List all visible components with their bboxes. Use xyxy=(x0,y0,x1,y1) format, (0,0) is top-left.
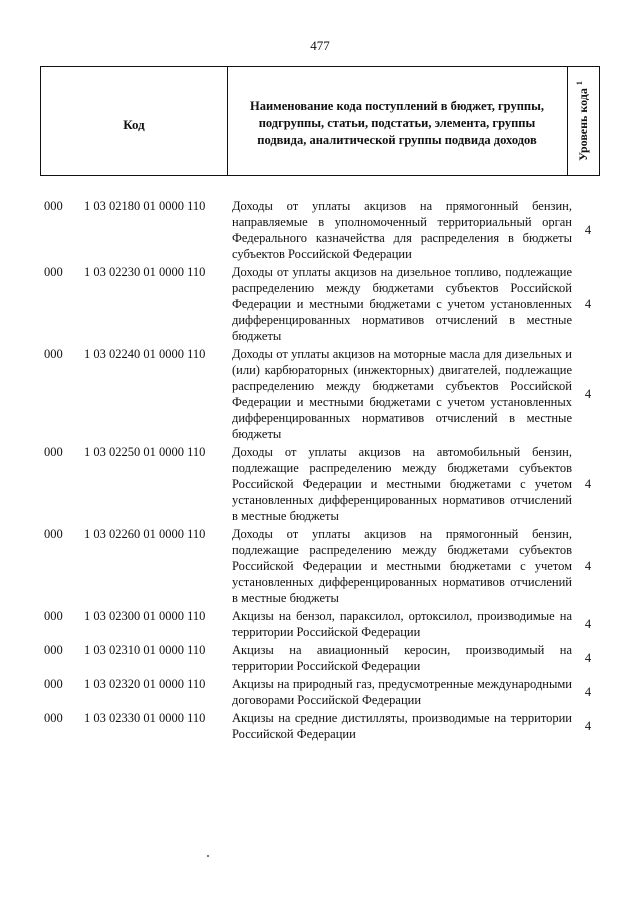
table-row xyxy=(44,710,604,742)
row-income-code: 1 03 02300 01 0000 110 xyxy=(84,609,206,623)
header-level-rotated xyxy=(575,81,591,161)
row-code-level: 4 xyxy=(584,684,592,699)
row-income-name: Доходы от уплаты акцизов на автомобильный бензин, подлежащие распределению между бюджетами субъектов Российской Федерации и местными бюджетами с учетом установленных дифференцированных нормативов отчислений в местные бюджеты xyxy=(232,445,572,523)
row-code-level: 4 xyxy=(584,386,592,401)
header-code-label: Код xyxy=(123,117,145,132)
row-code-level: 4 xyxy=(584,222,592,237)
table-header xyxy=(40,66,600,176)
row-income-code: 1 03 02320 01 0000 110 xyxy=(84,677,206,691)
row-income-name: Доходы от уплаты акцизов на прямогонный бензин, подлежащие распределению между бюджетами субъектов Российской Федерации и местными бюджетами с учетом установленных дифференцированных нормативов отчислений в местные бюджеты xyxy=(232,527,572,605)
row-income-code: 1 03 02180 01 0000 110 xyxy=(84,199,206,213)
row-income-code: 1 03 02330 01 0000 110 xyxy=(84,711,206,725)
table-row xyxy=(44,642,604,674)
table-row xyxy=(44,198,604,262)
row-code-level: 4 xyxy=(584,558,592,573)
page-number: 477 xyxy=(310,38,330,53)
row-admin-code: 000 xyxy=(44,609,63,623)
row-income-name: Доходы от уплаты акцизов на моторные масла для дизельных и (или) карбюраторных (инжекторных) двигателей, подлежащие распределению между бюджетами субъектов Российской Федерации и местными бюджетами с учетом установленных дифференцированных нормативов отчислений в местные бюджеты xyxy=(232,347,572,441)
header-level-footnote: 1 xyxy=(575,81,584,86)
row-code-level: 4 xyxy=(584,616,592,631)
table-row xyxy=(44,444,604,524)
row-admin-code: 000 xyxy=(44,677,63,691)
row-income-code: 1 03 02310 01 0000 110 xyxy=(84,643,206,657)
header-level-label: Уровень кода xyxy=(576,88,590,161)
row-admin-code: 000 xyxy=(44,643,63,657)
table-row xyxy=(44,608,604,640)
row-income-code: 1 03 02240 01 0000 110 xyxy=(84,347,206,361)
header-name-cell xyxy=(227,67,568,175)
header-code-cell xyxy=(41,67,228,175)
row-income-code: 1 03 02250 01 0000 110 xyxy=(84,445,206,459)
row-income-name: Акцизы на природный газ, предусмотренные международными договорами Российской Федерации xyxy=(232,677,572,707)
row-income-code: 1 03 02230 01 0000 110 xyxy=(84,265,206,279)
table-row xyxy=(44,264,604,344)
row-admin-code: 000 xyxy=(44,347,63,361)
row-code-level: 4 xyxy=(584,718,592,733)
header-level-cell xyxy=(567,67,599,175)
header-name-label: Наименование кода поступлений в бюджет, группы, подгруппы, статьи, подстатьи, элемента, группы подвида, аналитической группы подвида доходов xyxy=(250,99,544,147)
row-admin-code: 000 xyxy=(44,445,63,459)
table-row xyxy=(44,346,604,442)
row-income-code: 1 03 02260 01 0000 110 xyxy=(84,527,206,541)
row-income-name: Акцизы на средние дистилляты, производимые на территории Российской Федерации xyxy=(232,711,572,741)
table-row xyxy=(44,676,604,708)
row-code-level: 4 xyxy=(584,296,592,311)
row-code-level: 4 xyxy=(584,476,592,491)
row-admin-code: 000 xyxy=(44,199,63,213)
table-row xyxy=(44,526,604,606)
row-income-name: Доходы от уплаты акцизов на дизельное топливо, подлежащие распределению между бюджетами субъектов Российской Федерации и местными бюджетами с учетом установленных дифференцированных нормативов отчислений в местные бюджеты xyxy=(232,265,572,343)
scan-speck xyxy=(207,855,209,857)
row-income-name: Доходы от уплаты акцизов на прямогонный бензин, направляемые в уполномоченный территориальный орган Федерального казначейства для распределения в бюджеты субъектов Российской Федерации xyxy=(232,199,572,261)
row-income-name: Акцизы на авиационный керосин, производимый на территории Российской Федерации xyxy=(232,643,572,673)
table-body xyxy=(44,198,604,744)
row-income-name: Акцизы на бензол, параксилол, ортоксилол, производимые на территории Российской Федерации xyxy=(232,609,572,639)
row-admin-code: 000 xyxy=(44,527,63,541)
row-admin-code: 000 xyxy=(44,711,63,725)
row-admin-code: 000 xyxy=(44,265,63,279)
row-code-level: 4 xyxy=(584,650,592,665)
